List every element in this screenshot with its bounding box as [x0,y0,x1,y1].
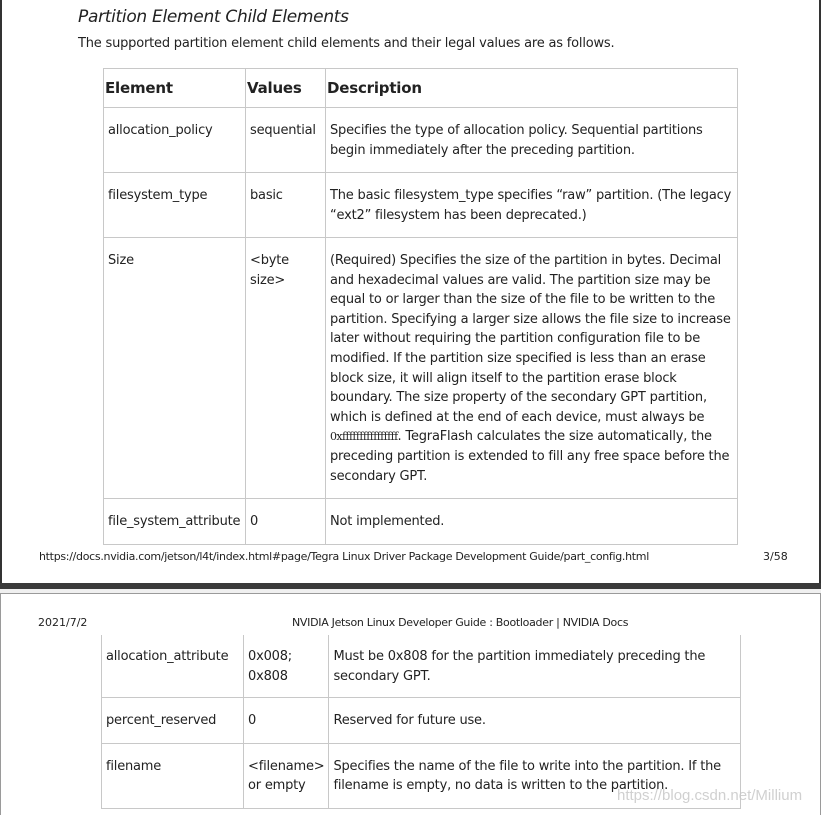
cell-element: filename [102,743,244,808]
table-row [104,173,738,238]
description-text: (Required) Specifies the size of the partition in bytes. Decimal and hexadecimal values are valid. The partition size may be equal to or larger than the size of the file to be written to the partition. Specifying a larger size allows the file size to increase later without requiring the partition configuration file to be modified. If the partition size specified is less than an erase block size, it will align itself to the partition erase block boundary. The size property of the secondary GPT partition, which is defined at the end of each device, must always be [330,253,731,425]
cell-values: sequential [246,108,326,173]
value-line: 0x808 [248,668,288,684]
cell-description: Specifies the type of allocation policy. Sequential partitions begin immediately after the preceding partition. [326,108,738,173]
intro-paragraph: The supported partition element child elements and their legal values are as follows. [78,36,615,51]
column-header-element: Element [104,69,246,108]
watermark: https://blog.csdn.net/Millium [617,787,803,804]
column-header-values: Values [246,69,326,108]
cell-description: Must be 0x808 for the partition immediately preceding the secondary GPT. [329,635,741,697]
footer-page-number: 3/58 [763,550,788,563]
table-row [104,108,738,173]
cell-element: file_system_attribute [104,499,246,545]
table-row [104,499,738,545]
column-header-description: Description [326,69,738,108]
value-line: 0x008; [248,649,292,664]
cell-values: <byte size> [246,238,326,499]
table-row [104,238,738,499]
cell-description [326,238,738,499]
cell-element: Size [104,238,246,499]
cell-values [244,743,329,808]
partition-child-elements-table-continued [101,635,741,809]
cell-values: 0 [244,697,329,743]
table-header-row [104,69,738,108]
header-title: NVIDIA Jetson Linux Developer Guide : Bootloader | NVIDIA Docs [292,616,629,629]
cell-values [244,635,329,697]
header-date: 2021/7/2 [38,616,88,629]
cell-description: Not implemented. [326,499,738,545]
cell-values: basic [246,173,326,238]
page-separator [0,583,821,589]
cell-element: filesystem_type [104,173,246,238]
cell-element: allocation_attribute [102,635,244,697]
table-row [102,635,741,697]
value-line: or empty [248,778,306,794]
cell-element: percent_reserved [102,697,244,743]
cell-description: Specifies the name of the file to write into the partition. If the filename is empty, no data is written to the partition. [329,743,741,808]
value-line: <filename> [248,758,325,774]
section-title: Partition Element Child Elements [78,7,349,27]
cell-values: 0 [246,499,326,545]
cell-description: The basic filesystem_type specifies “raw” partition. (The legacy “ext2” filesystem has been deprecated.) [326,173,738,238]
cell-description: Reserved for future use. [329,697,741,743]
description-text: . TegraFlash calculates the size automatically, the preceding partition is extended to fill any free space before the secondary GPT. [330,429,730,484]
partition-child-elements-table [103,68,738,545]
hex-value: 0xffffffffffffffff [330,430,398,444]
cell-element: allocation_policy [104,108,246,173]
footer-url: https://docs.nvidia.com/jetson/l4t/index.html#page/Tegra Linux Driver Package Development Guide/part_config.html [39,550,649,563]
table-row [102,697,741,743]
